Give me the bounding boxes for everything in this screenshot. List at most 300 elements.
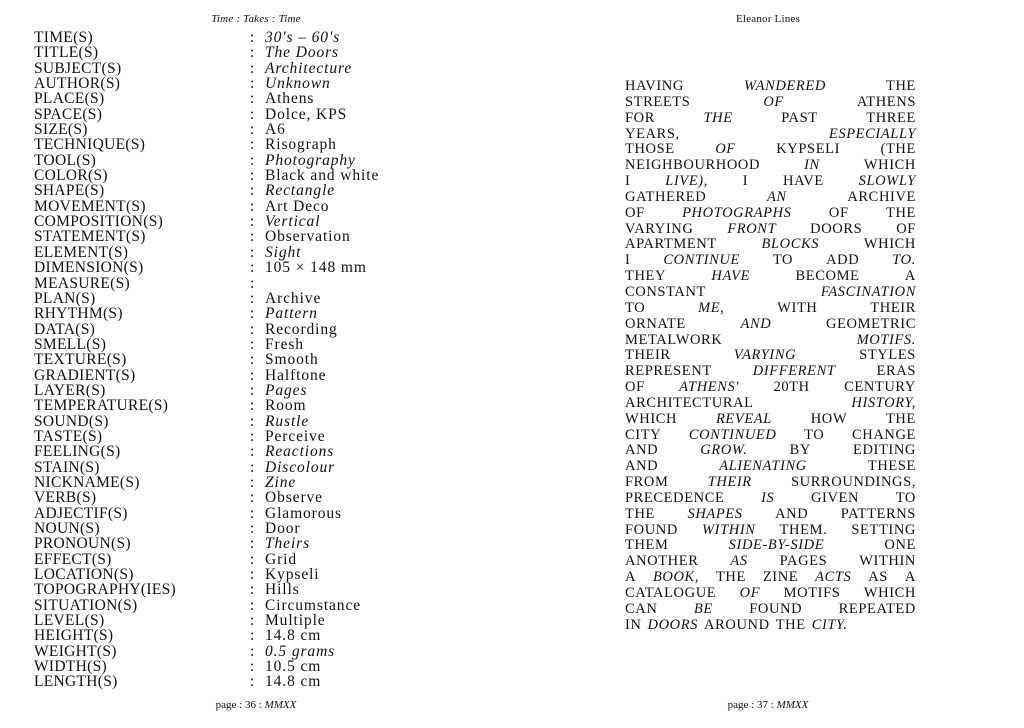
- statement-word: IN: [625, 616, 642, 633]
- metadata-separator: :: [250, 90, 255, 108]
- statement-line: [625, 174, 916, 190]
- metadata-row: [34, 137, 504, 152]
- statement-word: VARYING: [733, 347, 797, 364]
- metadata-row: [34, 306, 504, 321]
- statement-word: THE: [625, 505, 655, 522]
- metadata-row: [34, 398, 504, 413]
- metadata-separator: :: [250, 566, 255, 584]
- metadata-key: HEIGHT(S): [34, 627, 114, 645]
- statement-word: AROUND: [704, 616, 770, 633]
- metadata-separator: :: [250, 136, 255, 154]
- statement-word: THEIR: [625, 347, 671, 364]
- metadata-row: [34, 628, 504, 643]
- statement-word: ATHENS: [856, 93, 916, 110]
- statement-word: FROM: [625, 474, 669, 491]
- statement-word: THESE: [867, 458, 916, 475]
- statement-word: WITHIN: [859, 553, 916, 570]
- metadata-row: [34, 567, 504, 582]
- metadata-separator: :: [250, 351, 255, 369]
- metadata-row: [34, 168, 504, 183]
- metadata-separator: :: [250, 658, 255, 676]
- statement-word: ERAS: [876, 363, 916, 380]
- statement-line: [625, 459, 916, 475]
- metadata-row: [34, 674, 504, 689]
- metadata-row: [34, 414, 504, 429]
- statement-word: WHICH: [863, 236, 916, 253]
- statement-word: ESPECIALLY: [828, 125, 916, 142]
- statement-word: ARCHIVE: [847, 188, 916, 205]
- statement-word: TO: [625, 299, 646, 316]
- metadata-key: PRONOUN(S): [34, 535, 131, 553]
- statement-line: [625, 618, 916, 634]
- statement-word: REVEAL: [715, 410, 772, 427]
- statement-word: BE: [693, 600, 713, 617]
- metadata-row: [34, 61, 504, 76]
- metadata-key: PLAN(S): [34, 289, 96, 307]
- statement-line: [625, 538, 916, 554]
- statement-line: [625, 523, 916, 539]
- statement-word: WHICH: [863, 157, 916, 174]
- metadata-separator: :: [250, 105, 255, 123]
- metadata-key: DIMENSION(S): [34, 259, 144, 277]
- metadata-key: SITUATION(S): [34, 596, 138, 614]
- metadata-value: Theirs: [265, 535, 311, 553]
- metadata-separator: :: [250, 228, 255, 246]
- metadata-value: A6: [265, 121, 286, 139]
- statement-line: [625, 412, 916, 428]
- metadata-value: Discolour: [265, 458, 336, 476]
- statement-line: [625, 285, 916, 301]
- statement-word: CATALOGUE: [625, 585, 717, 601]
- right-running-head: Eleanor Lines: [736, 13, 800, 25]
- metadata-value: Athens: [265, 90, 315, 108]
- metadata-key: TEMPERATURE(S): [34, 397, 169, 415]
- metadata-key: NICKNAME(S): [34, 473, 140, 491]
- statement-line: [625, 158, 916, 174]
- metadata-separator: :: [250, 121, 255, 139]
- statement-word: EDITING: [852, 442, 916, 459]
- statement-word: REPEATED: [838, 600, 916, 617]
- metadata-key: EFFECT(S): [34, 550, 112, 568]
- metadata-key: RHYTHM(S): [34, 305, 123, 323]
- statement-word: A: [904, 569, 916, 586]
- statement-word: SURROUNDINGS,: [790, 474, 916, 491]
- statement-word: OF: [828, 204, 849, 221]
- statement-word: HAVE: [711, 268, 751, 285]
- statement-word: SLOWLY: [858, 173, 916, 190]
- statement-word: BECOME: [795, 268, 860, 285]
- metadata-list: [34, 30, 504, 690]
- statement-word: OF: [715, 141, 736, 158]
- statement-word: CAN: [625, 600, 658, 617]
- metadata-value: Pattern: [265, 305, 318, 323]
- metadata-value: Pages: [265, 381, 308, 399]
- metadata-separator: :: [250, 289, 255, 307]
- metadata-separator: :: [250, 627, 255, 645]
- metadata-value: 14.8 cm: [265, 673, 322, 691]
- left-running-head: Time : Takes : Time: [211, 13, 301, 25]
- statement-line: [625, 206, 916, 222]
- right-folio-year: MMXX: [776, 699, 809, 711]
- statement-word: THE: [886, 78, 916, 94]
- metadata-key: SIZE(S): [34, 121, 88, 139]
- metadata-separator: :: [250, 642, 255, 660]
- metadata-row: [34, 107, 504, 122]
- metadata-separator: :: [250, 335, 255, 353]
- metadata-row: [34, 183, 504, 198]
- metadata-row: [34, 291, 504, 306]
- metadata-row: [34, 30, 504, 45]
- metadata-row: [34, 506, 504, 521]
- statement-word: ORNATE: [625, 315, 686, 332]
- statement-word: ATHENS': [679, 379, 740, 396]
- statement-word: BOOK,: [652, 569, 700, 586]
- metadata-key: TOOL(S): [34, 151, 97, 169]
- statement-line: [625, 190, 916, 206]
- statement-word: OF: [625, 379, 645, 396]
- statement-line: [625, 237, 916, 253]
- metadata-value: Grid: [265, 550, 298, 568]
- metadata-separator: :: [250, 489, 255, 507]
- metadata-value: Rectangle: [265, 182, 336, 200]
- statement-word: THEIR: [707, 474, 752, 491]
- statement-word: WANDERED: [744, 78, 826, 94]
- statement-line: [625, 95, 916, 111]
- artist-statement: [625, 79, 916, 634]
- statement-word: GIVEN: [810, 489, 860, 506]
- metadata-row: [34, 475, 504, 490]
- statement-line: [625, 364, 916, 380]
- metadata-key: STAIN(S): [34, 458, 100, 476]
- metadata-key: SUBJECT(S): [34, 59, 122, 77]
- statement-word: FOR: [625, 109, 656, 126]
- metadata-separator: :: [250, 673, 255, 691]
- statement-word: I: [625, 252, 631, 269]
- statement-word: HISTORY,: [851, 394, 916, 411]
- metadata-key: ADJECTIF(S): [34, 504, 128, 522]
- metadata-separator: :: [250, 612, 255, 630]
- statement-word: CITY: [625, 426, 662, 443]
- statement-word: BLOCKS: [761, 236, 820, 253]
- statement-word: YEARS,: [625, 125, 680, 142]
- statement-word: PAGES: [779, 553, 828, 570]
- statement-word: ANOTHER: [625, 553, 699, 570]
- metadata-value: The Doors: [265, 44, 339, 62]
- metadata-value: Glamorous: [265, 504, 342, 522]
- statement-word: THEM.: [779, 521, 828, 538]
- statement-line: [625, 491, 916, 507]
- left-folio-year: MMXX: [264, 699, 297, 711]
- statement-word: THE: [703, 109, 733, 126]
- metadata-value: 14.8 cm: [265, 627, 322, 645]
- statement-word: FRONT: [727, 220, 777, 237]
- metadata-value: Recording: [265, 320, 338, 338]
- metadata-row: [34, 444, 504, 459]
- statement-line: [625, 111, 916, 127]
- statement-word: PAST: [781, 109, 818, 126]
- statement-line: [625, 333, 916, 349]
- left-folio: [0, 699, 512, 711]
- statement-line: [625, 443, 916, 459]
- metadata-separator: :: [250, 412, 255, 430]
- metadata-key: COLOR(S): [34, 167, 108, 185]
- metadata-separator: :: [250, 151, 255, 169]
- metadata-value: Zine: [265, 473, 297, 491]
- right-folio-label: page : 37 :: [727, 699, 777, 711]
- metadata-key: NOUN(S): [34, 520, 100, 537]
- statement-word: OF: [739, 585, 761, 601]
- statement-line: [625, 507, 916, 523]
- statement-word: AS: [730, 553, 748, 570]
- statement-word: ADD: [826, 252, 860, 269]
- statement-line: [625, 570, 916, 586]
- metadata-separator: :: [250, 381, 255, 399]
- statement-word: THREE: [866, 109, 916, 126]
- statement-word: THEIR: [870, 299, 916, 316]
- statement-word: DOORS: [647, 616, 699, 633]
- metadata-separator: :: [250, 458, 255, 476]
- metadata-row: [34, 245, 504, 260]
- statement-word: 20TH: [773, 379, 810, 396]
- statement-word: IS: [761, 489, 775, 506]
- statement-word: CITY.: [811, 616, 848, 633]
- statement-word: FOUND: [625, 521, 678, 538]
- metadata-separator: :: [250, 213, 255, 231]
- metadata-key: SOUND(S): [34, 412, 109, 430]
- metadata-row: [34, 613, 504, 628]
- statement-word: CONTINUE: [663, 252, 740, 269]
- statement-word: CONSTANT: [625, 283, 706, 300]
- statement-word: GATHERED: [625, 188, 707, 205]
- metadata-separator: :: [250, 427, 255, 445]
- metadata-value: Architecture: [265, 59, 353, 77]
- statement-word: AS: [868, 569, 888, 586]
- statement-word: CONTINUED: [688, 426, 777, 443]
- metadata-value: Door: [265, 520, 301, 537]
- metadata-row: [34, 644, 504, 659]
- metadata-row: [34, 582, 504, 597]
- metadata-value: Hills: [265, 581, 300, 599]
- metadata-separator: :: [250, 366, 255, 384]
- statement-word: MOTIFS: [783, 585, 841, 601]
- metadata-key: TECHNIQUE(S): [34, 136, 146, 154]
- statement-word: MOTIFS.: [856, 331, 916, 348]
- metadata-key: GRADIENT(S): [34, 366, 136, 384]
- statement-word: I: [625, 173, 631, 190]
- statement-word: AND: [625, 458, 659, 475]
- metadata-row: [34, 352, 504, 367]
- statement-word: STYLES: [859, 347, 916, 364]
- metadata-value: Circumstance: [265, 596, 362, 614]
- metadata-separator: :: [250, 44, 255, 62]
- statement-word: APARTMENT: [625, 236, 717, 253]
- metadata-value: Fresh: [265, 335, 304, 353]
- metadata-value: Dolce, KPS: [265, 105, 348, 123]
- statement-line: [625, 301, 916, 317]
- metadata-key: SHAPE(S): [34, 182, 105, 200]
- statement-word: LIVE),: [665, 173, 708, 190]
- statement-word: SIDE-BY-SIDE: [728, 537, 825, 554]
- metadata-value: Photography: [265, 151, 356, 169]
- metadata-value: Observation: [265, 228, 351, 246]
- metadata-separator: :: [250, 167, 255, 185]
- metadata-separator: :: [250, 182, 255, 200]
- statement-word: ACTS: [815, 569, 852, 586]
- metadata-value: Unknown: [265, 75, 331, 93]
- metadata-row: [34, 91, 504, 106]
- metadata-row: [34, 552, 504, 567]
- statement-word: WHICH: [625, 410, 678, 427]
- metadata-value: 105 × 148 mm: [265, 259, 367, 277]
- metadata-row: [34, 260, 504, 275]
- metadata-value: Rustle: [265, 412, 310, 430]
- metadata-key: MEASURE(S): [34, 274, 131, 292]
- metadata-separator: :: [250, 581, 255, 599]
- metadata-key: SMELL(S): [34, 335, 107, 353]
- metadata-separator: :: [250, 397, 255, 415]
- metadata-separator: :: [250, 550, 255, 568]
- metadata-row: [34, 598, 504, 613]
- metadata-key: ELEMENT(S): [34, 243, 129, 261]
- metadata-key: LENGTH(S): [34, 673, 118, 691]
- metadata-value: Perceive: [265, 427, 326, 445]
- statement-line: [625, 428, 916, 444]
- statement-line: [625, 348, 916, 364]
- statement-line: [625, 317, 916, 333]
- metadata-value: Art Deco: [265, 197, 330, 215]
- statement-word: I: [742, 173, 749, 190]
- statement-word: WITH: [777, 299, 818, 316]
- metadata-key: TITLE(S): [34, 44, 99, 62]
- metadata-key: LAYER(S): [34, 381, 106, 399]
- metadata-row: [34, 229, 504, 244]
- metadata-separator: :: [250, 535, 255, 553]
- metadata-row: [34, 536, 504, 551]
- statement-line: [625, 269, 916, 285]
- metadata-row: [34, 76, 504, 91]
- statement-word: NEIGHBOURHOOD: [625, 157, 761, 174]
- statement-line: [625, 554, 916, 570]
- statement-word: FASCINATION: [820, 283, 916, 300]
- metadata-row: [34, 490, 504, 505]
- statement-word: CENTURY: [844, 379, 916, 396]
- statement-word: A: [625, 569, 637, 586]
- statement-line: [625, 475, 916, 491]
- statement-word: AND: [775, 505, 809, 522]
- statement-word: THEY: [625, 268, 667, 285]
- statement-word: STREETS: [625, 93, 691, 110]
- statement-line: [625, 380, 916, 396]
- metadata-separator: :: [250, 259, 255, 277]
- statement-word: TO: [895, 489, 916, 506]
- statement-word: THE: [885, 410, 916, 427]
- statement-line: [625, 222, 916, 238]
- metadata-key: SPACE(S): [34, 105, 103, 123]
- metadata-row: [34, 153, 504, 168]
- statement-word: DIFFERENT: [752, 363, 836, 380]
- metadata-row: [34, 122, 504, 137]
- metadata-value: Observe: [265, 489, 323, 507]
- statement-word: OF: [896, 220, 916, 237]
- metadata-key: COMPOSITION(S): [34, 213, 164, 231]
- statement-word: IN: [804, 157, 820, 174]
- metadata-value: 30's – 60's: [265, 29, 341, 46]
- metadata-row: [34, 659, 504, 674]
- metadata-value: Halftone: [265, 366, 327, 384]
- statement-word: WITHIN: [702, 521, 756, 538]
- metadata-row: [34, 322, 504, 337]
- metadata-value: Smooth: [265, 351, 319, 369]
- metadata-row: [34, 460, 504, 475]
- statement-word: A: [904, 268, 916, 285]
- metadata-separator: :: [250, 504, 255, 522]
- metadata-row: [34, 45, 504, 60]
- statement-word: (THE: [880, 141, 916, 158]
- statement-word: ALIENATING: [719, 458, 807, 475]
- metadata-row: [34, 276, 504, 291]
- metadata-separator: :: [250, 443, 255, 461]
- metadata-separator: :: [250, 520, 255, 537]
- statement-word: ZINE: [762, 569, 799, 586]
- metadata-value: Sight: [265, 243, 302, 261]
- statement-word: BY: [789, 442, 811, 459]
- metadata-separator: :: [250, 473, 255, 491]
- statement-word: AND: [625, 442, 659, 459]
- statement-word: THEM: [625, 537, 669, 554]
- statement-word: HAVING: [625, 78, 684, 94]
- statement-word: THE: [715, 569, 746, 586]
- statement-word: REPRESENT: [625, 363, 712, 380]
- metadata-row: [34, 214, 504, 229]
- statement-word: AN: [766, 188, 787, 205]
- statement-line: [625, 142, 916, 158]
- metadata-key: STATEMENT(S): [34, 228, 146, 246]
- statement-word: WHICH: [863, 585, 916, 601]
- statement-word: SHAPES: [687, 505, 743, 522]
- statement-word: VARYING: [625, 220, 694, 237]
- metadata-row: [34, 429, 504, 444]
- left-folio-label: page : 36 :: [215, 699, 265, 711]
- statement-line: [625, 396, 916, 412]
- metadata-value: Kypseli: [265, 566, 320, 584]
- metadata-key: WIDTH(S): [34, 658, 107, 676]
- metadata-value: Room: [265, 397, 307, 415]
- statement-word: METALWORK: [625, 331, 723, 348]
- metadata-separator: :: [250, 59, 255, 77]
- statement-word: PHOTOGRAPHS: [682, 204, 792, 221]
- right-folio: [512, 699, 1024, 711]
- statement-word: GEOMETRIC: [826, 315, 916, 332]
- metadata-key: MOVEMENT(S): [34, 197, 146, 215]
- metadata-key: TOPOGRAPHY(IES): [34, 581, 177, 599]
- metadata-key: LOCATION(S): [34, 566, 134, 584]
- metadata-row: [34, 199, 504, 214]
- statement-word: ME,: [698, 299, 725, 316]
- statement-word: CHANGE: [851, 426, 916, 443]
- statement-word: TO.: [892, 252, 916, 269]
- statement-word: HAVE: [783, 173, 824, 190]
- statement-word: DOORS: [810, 220, 863, 237]
- metadata-key: WEIGHT(S): [34, 642, 117, 660]
- statement-word: THOSE: [625, 141, 675, 158]
- metadata-value: Risograph: [265, 136, 337, 154]
- metadata-separator: :: [250, 596, 255, 614]
- statement-word: PATTERNS: [840, 505, 916, 522]
- metadata-key: DATA(S): [34, 320, 96, 338]
- metadata-value: Reactions: [265, 443, 335, 461]
- metadata-value: Black and white: [265, 167, 380, 185]
- metadata-separator: :: [250, 243, 255, 261]
